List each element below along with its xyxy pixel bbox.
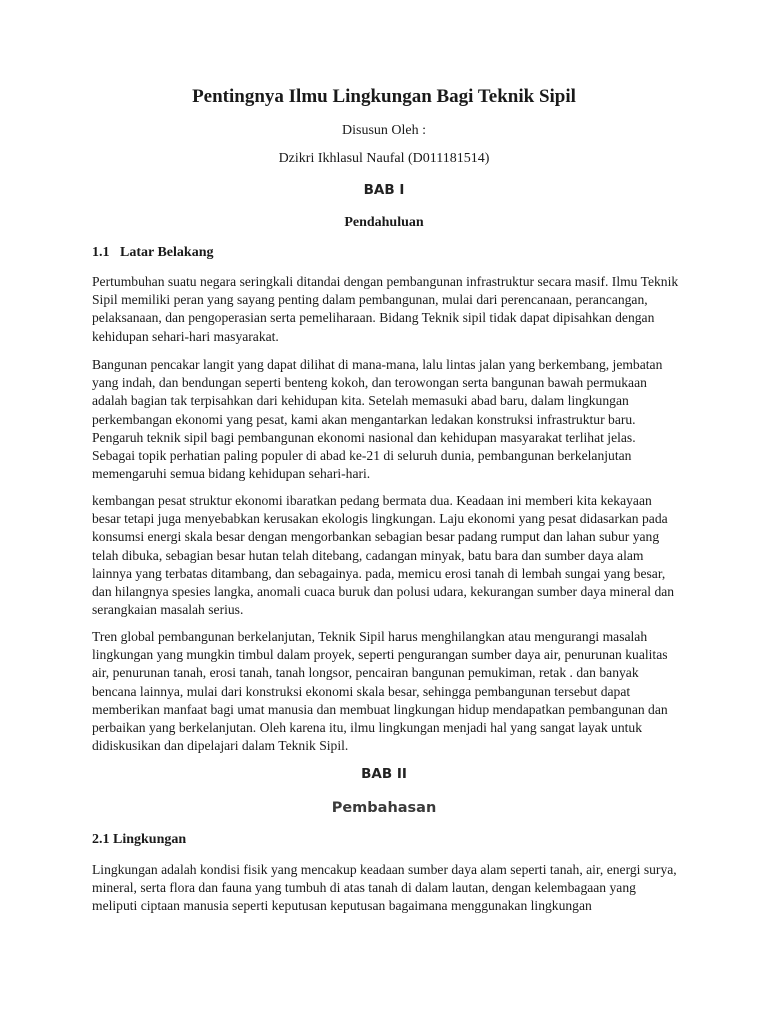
section-title: Lingkungan <box>113 832 187 847</box>
section-2-1-heading <box>92 832 186 848</box>
compiled-by-label: Disusun Oleh : <box>342 123 426 138</box>
paragraph-5: Lingkungan adalah kondisi fisik yang mencakup keadaan sumber daya alam seperti tanah, air, energi surya, mineral, serta flora dan fauna yang tumbuh di atas tanah di dalam lautan, dengan kelembagaan yang meliputi ciptaan manusia seperti keputusan keputusan bagaimana menggunakan lingkungan <box>92 862 677 914</box>
chapter-2-title: Pembahasan <box>331 800 437 816</box>
section-title: Latar Belakang <box>120 245 214 260</box>
chapter-1-title: Pendahuluan <box>344 215 424 230</box>
section-number: 2.1 <box>92 832 110 847</box>
chapter-2-label: BAB II <box>361 766 407 782</box>
document-title: Pentingnya Ilmu Lingkungan Bagi Teknik Sipil <box>192 86 576 107</box>
author-line: Dzikri Ikhlasul Naufal (D011181514) <box>278 151 490 166</box>
section-1-1-heading <box>92 245 213 261</box>
paragraph-1: Pertumbuhan suatu negara seringkali ditandai dengan pembangunan infrastruktur secara masif. Ilmu Teknik Sipil memiliki peran yang sayang penting dalam pembangunan, mulai dari perencanaan, perancangan, pelaksanaan, dan pengoperasian serta pemeliharaan. Bidang Teknik sipil tidak dapat dipisahkan dengan kehidupan sehari-hari masyarakat. <box>92 274 679 344</box>
paragraph-4: Tren global pembangunan berkelanjutan, Teknik Sipil harus menghilangkan atau mengurangi masalah lingkungan yang mungkin timbul dalam proyek, seperti pengurangan sumber daya air, penurunan kualitas air, penurunan tanah, erosi tanah, tanah longsor, pencairan bangunan pemukiman, retak . dan banyak bencana lainnya, mulai dari konstruksi ekonomi skala besar, sehingga pembangunan tersebut dapat memberikan manfaat bagi umat manusia dan membuat lingkungan hidup mendapatkan pembangunan dan perbaikan yang berkelanjutan. Oleh karena itu, ilmu lingkungan menjadi hal yang sangat layak untuk didiskusikan dan dipelajari dalam Teknik Sipil. <box>92 629 668 754</box>
chapter-1-label: BAB I <box>363 182 405 198</box>
section-number: 1.1 <box>92 245 110 260</box>
paragraph-3: kembangan pesat struktur ekonomi ibaratkan pedang bermata dua. Keadaan ini memberi kita kekayaan besar tetapi juga menyebabkan kerusakan ekologis lingkungan. Laju ekonomi yang pesat didasarkan pada konsumsi energi skala besar dengan mengorbankan sebagian besar padang rumput dan lahan subur yang telah dibuka, sebagian besar hutan telah ditebang, cadangan minyak, batu bara dan sumber daya alam lainnya yang terbatas ditambang, dan sebagainya. pada, memicu erosi tanah di lembah sungai yang besar, dan hilangnya spesies langka, anomali cuaca buruk dan polusi udara, kekurangan sumber daya mineral dan serangkaian masalah serius. <box>92 493 675 618</box>
paragraph-2: Bangunan pencakar langit yang dapat dilihat di mana-mana, lalu lintas jalan yang berkembang, jembatan yang indah, dan bendungan seperti benteng kokoh, dan terowongan serta bangunan bawah permukaan adalah bagian tak terpisahkan dari kehidupan kita. Setelah memasuki abad baru, dalam lingkungan perkembangan ekonomi yang pesat, kami akan mengantarkan ledakan konstruksi infrastruktur baru. Pengaruh teknik sipil bagi pembangunan ekonomi nasional dan kehidupan masyarakat terlihat jelas. Sebagai topik perhatian paling populer di abad ke-21 di seluruh dunia, pembangunan berkelanjutan memengaruhi semua bidang kehidupan sehari-hari. <box>92 357 663 482</box>
